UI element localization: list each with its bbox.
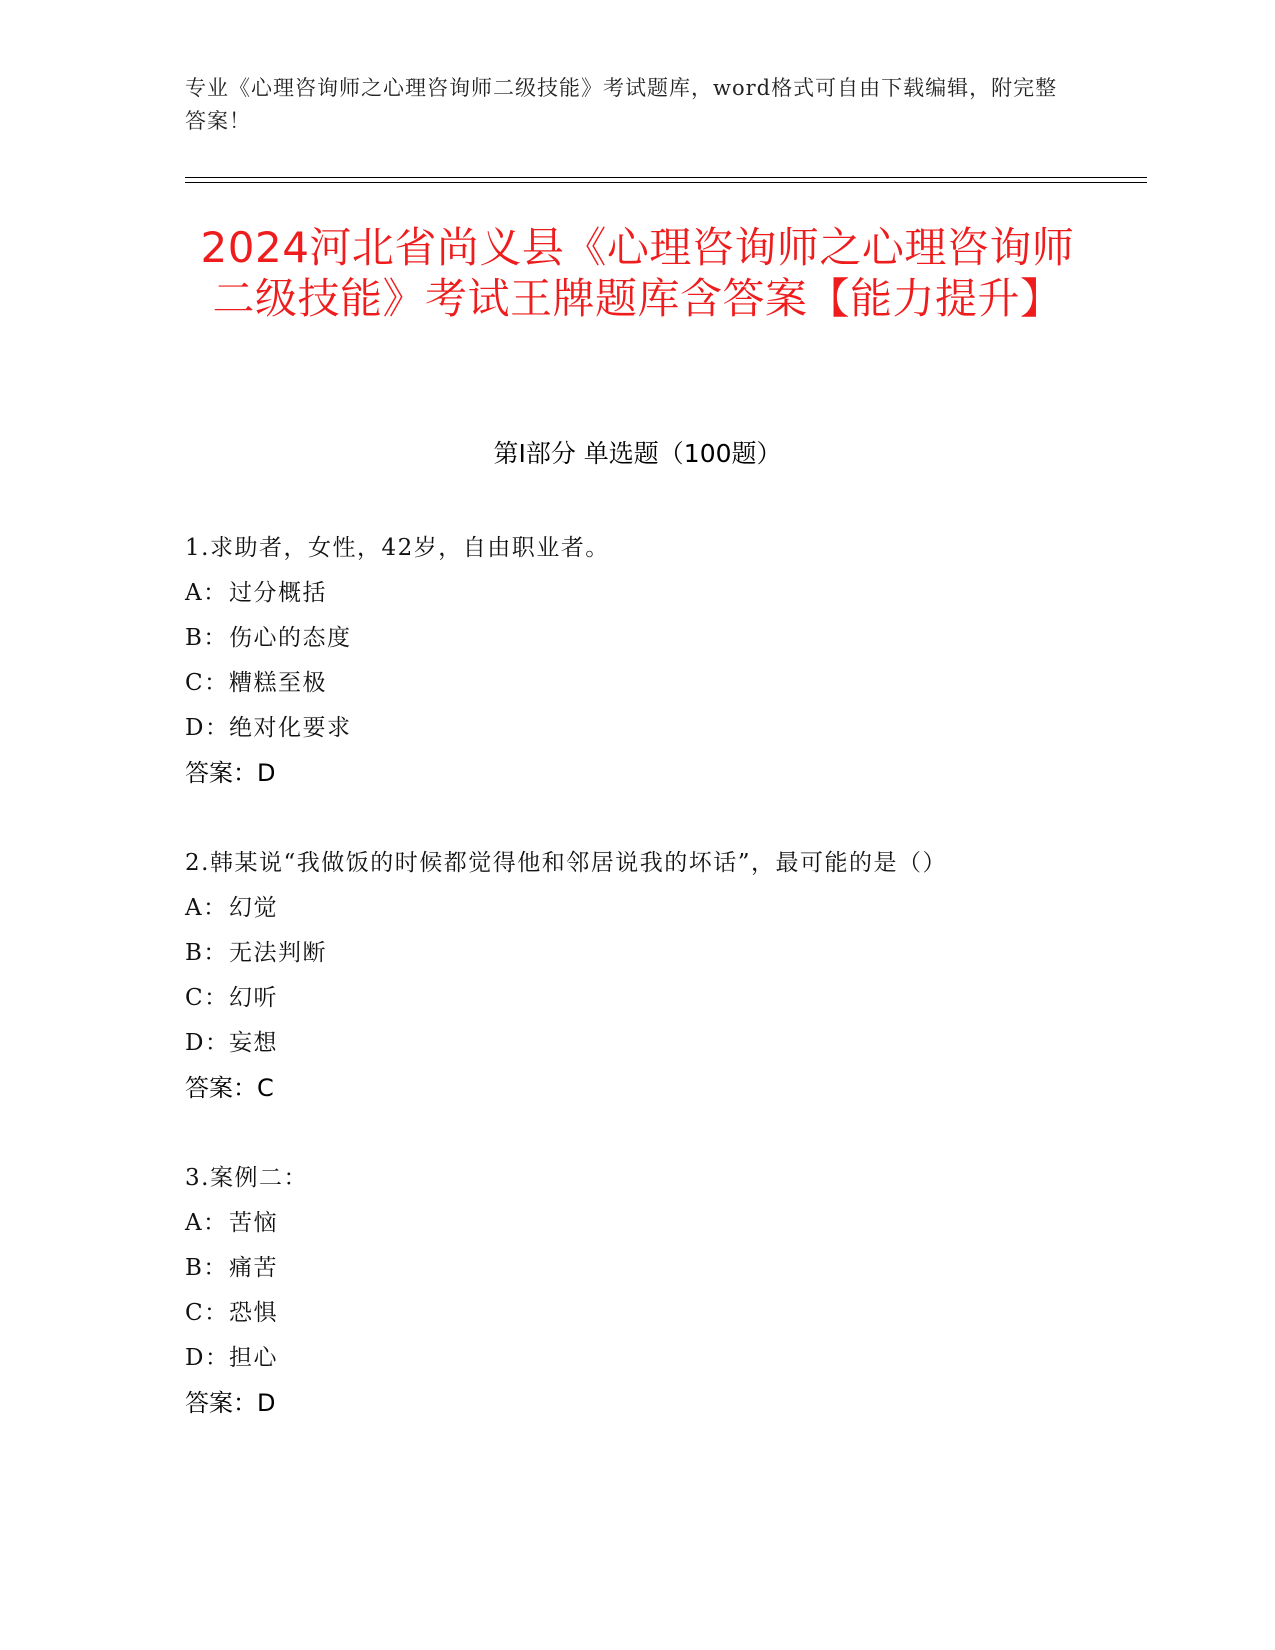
answer-line: 答案：C	[185, 1074, 274, 1102]
answer-line: 答案：D	[185, 759, 276, 787]
option-key: D：	[185, 1030, 230, 1056]
option-key: C：	[185, 985, 229, 1011]
question-stem: 2.韩某说“我做饭的时候都觉得他和邻居说我的坏话”，最可能的是（）	[185, 850, 947, 876]
option-b	[185, 1246, 1090, 1291]
question-item	[185, 526, 1090, 796]
option-a	[185, 571, 1090, 616]
option-b	[185, 616, 1090, 661]
option-b	[185, 931, 1090, 976]
option-key: B：	[185, 625, 228, 651]
option-text: 绝对化要求	[229, 715, 352, 741]
option-key: A：	[185, 895, 228, 921]
option-text: 幻觉	[229, 895, 278, 921]
option-text: 糟糕至极	[229, 670, 327, 696]
question-item	[185, 841, 1090, 1111]
option-key: A：	[185, 580, 228, 606]
document-title: 2024河北省尚义县《心理咨询师之心理咨询师二级技能》考试王牌题库含答案【能力提升】	[200, 223, 1075, 323]
option-key: B：	[185, 1255, 228, 1281]
option-c	[185, 661, 1090, 706]
option-key: C：	[185, 670, 229, 696]
option-c	[185, 976, 1090, 1021]
option-key: D：	[185, 715, 230, 741]
option-text: 苦恼	[229, 1210, 278, 1236]
option-text: 恐惧	[229, 1300, 278, 1326]
option-text: 伤心的态度	[229, 625, 352, 651]
option-c	[185, 1291, 1090, 1336]
question-stem: 3.案例二：	[185, 1165, 308, 1191]
question-stem: 1.求助者，女性，42岁，自由职业者。	[185, 535, 610, 561]
option-text: 痛苦	[229, 1255, 278, 1281]
option-key: D：	[185, 1345, 230, 1371]
option-key: B：	[185, 940, 228, 966]
option-a	[185, 1201, 1090, 1246]
option-key: C：	[185, 1300, 229, 1326]
option-key: A：	[185, 1210, 228, 1236]
header-divider-line	[185, 177, 1147, 178]
option-d	[185, 1021, 1090, 1066]
question-list	[185, 526, 1090, 1471]
option-d	[185, 1336, 1090, 1381]
option-text: 幻听	[229, 985, 278, 1011]
option-text: 担心	[229, 1345, 278, 1371]
section-heading: 第I部分 单选题（100题）	[493, 439, 782, 468]
header-divider-line-2	[185, 182, 1147, 183]
option-text: 妄想	[229, 1030, 278, 1056]
option-a	[185, 886, 1090, 931]
option-text: 无法判断	[229, 940, 327, 966]
answer-line: 答案：D	[185, 1389, 276, 1417]
option-text: 过分概括	[229, 580, 327, 606]
option-d	[185, 706, 1090, 751]
header-note: 专业《心理咨询师之心理咨询师二级技能》考试题库，word格式可自由下载编辑，附完整答案！	[185, 76, 1058, 133]
question-item	[185, 1156, 1090, 1426]
